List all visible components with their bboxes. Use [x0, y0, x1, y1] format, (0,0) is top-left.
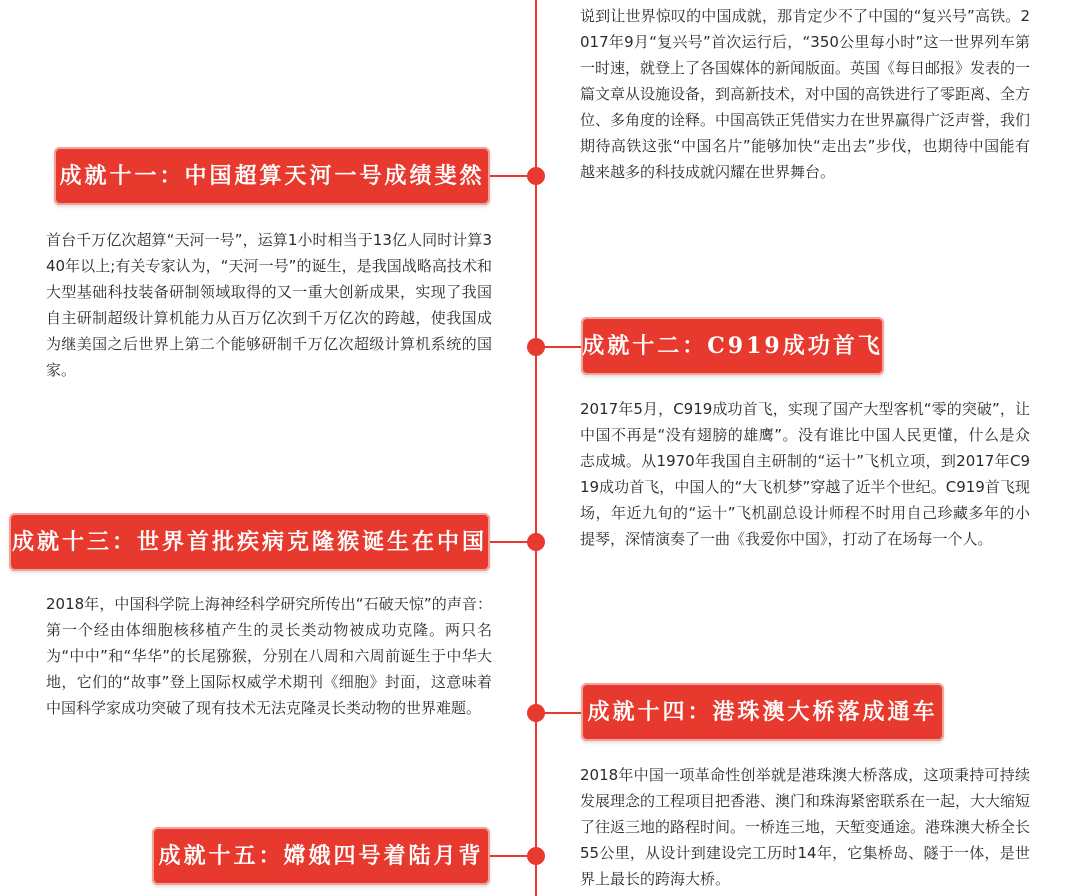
achievement-14-text: 2018年中国一项革命性创举就是港珠澳大桥落成，这项秉持可持续发展理念的工程项目把香港、澳门和珠海紧密联系在一起，大大缩短了往返三地的路程时间。一桥连三地，天堑变通途。港珠澳大桥全长55公里，从设计到建设完工历时14年，它集桥岛、隧于一体，是世界上最长的跨海大桥。: [580, 766, 1031, 888]
connector-12: [540, 346, 582, 348]
intro-paragraph: 说到让世界惊叹的中国成就，那肯定少不了中国的“复兴号”高铁。2017年9月“复兴号”首次运行后，“350公里每小时”这一世界列车第一时速，就登上了各国媒体的新闻版面。英国《每日邮报》发表的一篇文章从设施设备，到高新技术，对中国的高铁进行了零距离、全方位、多角度的诠释。中国高铁正凭借实力在世界赢得广泛声誉，我们期待高铁这张“中国名片”能够加快“走出去”步伐，也期待中国能有越来越多的科技成就闪耀在世界舞台。: [580, 7, 1031, 181]
achievement-12-text: 2017年5月，C919成功首飞，实现了国产大型客机“零的突破”，让中国不再是“没有翅膀的雄鹰”。没有谁比中国人民更懂，什么是众志成城。从1970年我国自主研制的“运十”飞机立项，到2017年C919成功首飞，中国人的“大飞机梦”穿越了近半个世纪。C919首飞现场，年近九旬的“运十”飞机副总设计师程不时用自己珍藏多年的小提琴，深情演奏了一曲《我爱你中国》，打动了在场每一个人。: [580, 400, 1030, 548]
achievement-13-text: 2018年，中国科学院上海神经科学研究所传出“石破天惊”的声音：第一个经由体细胞核移植产生的灵长类动物被成功克隆。两只名为“中中”和“华华”的长尾猕猴，分别在八周和六周前诞生于中华大地，它们的“故事”登上国际权威学术期刊《细胞》封面，这意味着中国科学家成功突破了现有技术无法克隆灵长类动物的世界难题。: [46, 595, 492, 717]
achievement-13-title: 成就十三：世界首批疾病克隆猴诞生在中国: [9, 513, 490, 571]
connector-13: [490, 541, 530, 543]
achievement-12-title: 成就十二：C919成功首飞: [581, 317, 884, 375]
connector-14: [540, 712, 582, 714]
achievement-15-title: 成就十五：嫦娥四号着陆月背: [152, 827, 490, 885]
achievement-11-title: 成就十一：中国超算天河一号成绩斐然: [54, 147, 490, 205]
timeline-line: [535, 0, 537, 896]
connector-15: [490, 855, 530, 857]
achievement-11-text: 首台千万亿次超算“天河一号”，运算1小时相当于13亿人同时计算340年以上;有关专家认为，“天河一号”的诞生，是我国战略高技术和大型基础科技装备研制领域取得的又一重大创新成果，实现了我国自主研制超级计算机能力从百万亿次到千万亿次的跨越，使我国成为继美国之后世界上第二个能够研制千万亿次超级计算机系统的国家。: [46, 231, 492, 379]
connector-11: [490, 175, 530, 177]
achievement-14-title: 成就十四：港珠澳大桥落成通车: [581, 683, 944, 741]
